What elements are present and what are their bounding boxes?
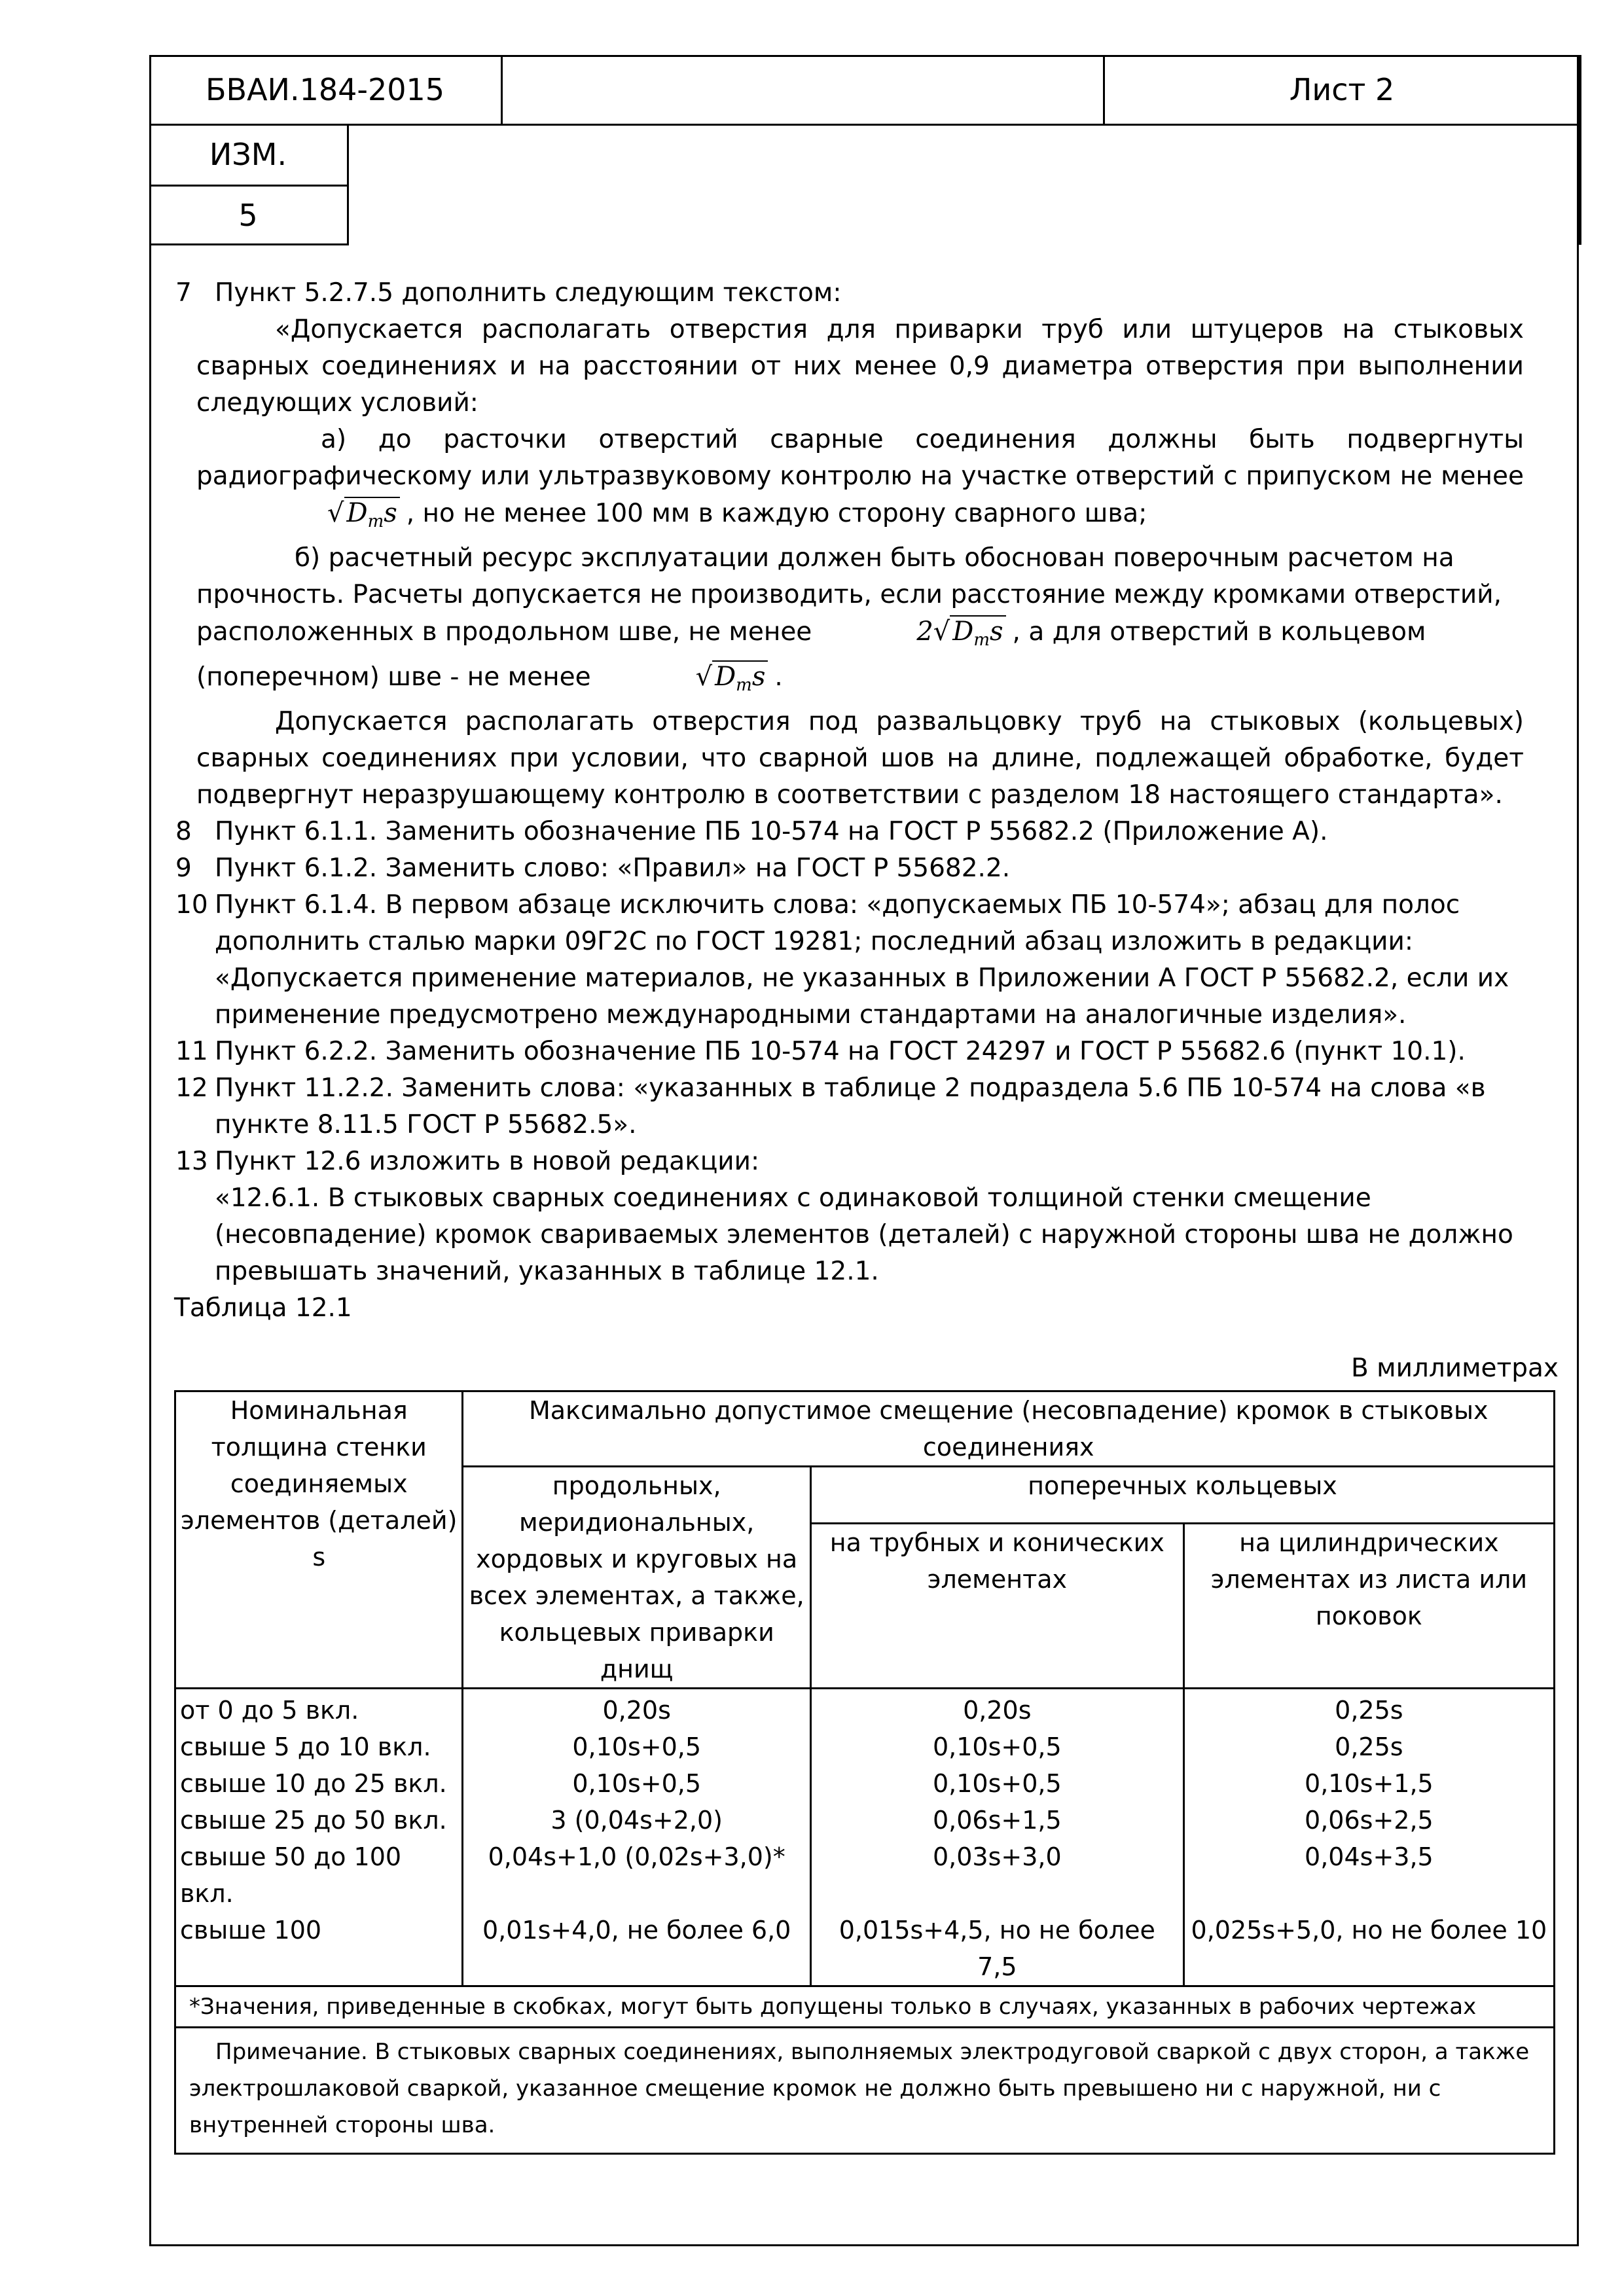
formula-d: D bbox=[346, 498, 368, 528]
paragraph-b-text-mid: , а для отверстий в кольцевом (поперечном) шве - не менее bbox=[196, 617, 1426, 692]
item-8 bbox=[175, 814, 1524, 850]
item-12 bbox=[175, 1070, 1524, 1143]
table-row bbox=[175, 1912, 1555, 1986]
item-number: 13 bbox=[175, 1147, 208, 1176]
paragraph-a-text-end: , но не менее 100 мм в каждую сторону сварного шва; bbox=[406, 499, 1147, 528]
paragraph-b-text-end: . bbox=[774, 662, 783, 692]
item-13-text: Пункт 12.6 изложить в новой редакции: bbox=[215, 1147, 760, 1176]
deviation-table bbox=[174, 1390, 1555, 2155]
cell-longitudinal: 3 (0,04s+2,0) bbox=[463, 1802, 810, 1839]
table-note-row bbox=[175, 2028, 1555, 2154]
item-text: Пункт 6.1.2. Заменить слово: «Правил» на ГОСТ Р 55682.2. bbox=[215, 853, 1011, 883]
sheet-number: Лист 2 bbox=[1289, 71, 1395, 107]
formula-coefficient: 2 bbox=[916, 617, 933, 647]
header-cylindrical-elements: на цилиндрических элементах из листа или поковок bbox=[1183, 1523, 1554, 1688]
cell-pipe: 0,06s+1,5 bbox=[810, 1802, 1183, 1839]
formula-d: D bbox=[715, 662, 736, 692]
item-number: 10 bbox=[175, 890, 208, 920]
item-10-text: Пункт 6.1.4. В первом абзаце исключить слова: «допускаемых ПБ 10-574»; абзац для полос дополнить сталью марки 09Г2С по ГОСТ 19281; последний абзац изложить в редакции: bbox=[215, 890, 1460, 956]
paragraph-b-text: б) расчетный ресурс эксплуатации должен быть обоснован поверочным расчетом на прочность. Расчеты допускается не производить, если расстояние между кромками отверстий, расположенных в продольном шве, не менее bbox=[196, 543, 1502, 647]
table-footnote-row bbox=[175, 1986, 1555, 2028]
frame-edge bbox=[1579, 55, 1581, 245]
document-body bbox=[175, 275, 1524, 1327]
paragraph: «Допускается располагать отверстия для приварки труб или штуцеров на стыковых сварных соединениях и на расстоянии от них менее 0,9 диаметра отверстия при выполнении следующих условий: bbox=[196, 315, 1524, 418]
item-7-content bbox=[175, 312, 1524, 814]
paragraph: Допускается располагать отверстия под развальцовку труб на стыковых (кольцевых) сварных соединениях при условии, что сварной шов на длине, подлежащей обработке, будет подвергнут неразрушающему контролю в соответствии с разделом 18 настоящего стандарта». bbox=[196, 707, 1524, 810]
table-row bbox=[175, 1802, 1555, 1839]
document-code: БВАИ.184-2015 bbox=[149, 55, 503, 124]
item-13-quote: «12.6.1. В стыковых сварных соединениях с одинаковой толщиной стенки смещение (несовпадение) кромок свариваемых элементов (деталей) с наружной стороны шва не должно превышать значений, указанных в таблице 12.1. bbox=[215, 1183, 1513, 1286]
item-number: 9 bbox=[175, 853, 192, 883]
item-13 bbox=[175, 1143, 1524, 1290]
paragraph-a-text: а) до расточки отверстий сварные соединения должны быть подвергнуты радиографическому или ультразвуковому контролю на участке отверстий с припуском не менее bbox=[196, 425, 1524, 491]
cell-pipe: 0,10s+0,5 bbox=[810, 1729, 1183, 1765]
formula-s: s bbox=[384, 498, 397, 528]
cell-cylindrical: 0,04s+3,5 bbox=[1183, 1839, 1554, 1912]
cell-thickness: свыше 100 bbox=[175, 1912, 463, 1986]
cell-pipe: 0,10s+0,5 bbox=[810, 1765, 1183, 1802]
cell-pipe: 0,20s bbox=[810, 1689, 1183, 1729]
revision-number: 5 bbox=[238, 197, 258, 233]
paragraph-b bbox=[196, 540, 1524, 704]
formula-s: s bbox=[990, 617, 1003, 647]
formula-sqrt-dms-2: √ $D_ms$ bbox=[598, 658, 768, 704]
cell-longitudinal: 0,04s+1,0 (0,02s+3,0)* bbox=[463, 1839, 810, 1912]
revision-label: ИЗМ. bbox=[149, 124, 347, 187]
item-text: Пункт 5.2.7.5 дополнить следующим текстом: bbox=[215, 278, 842, 308]
item-number: 11 bbox=[175, 1037, 208, 1066]
header-circumferential: поперечных кольцевых bbox=[810, 1467, 1554, 1524]
formula-2sqrt-dms: 2√ $D_ms$ bbox=[818, 613, 1005, 658]
cell-cylindrical: 0,06s+2,5 bbox=[1183, 1802, 1554, 1839]
cell-thickness: от 0 до 5 вкл. bbox=[175, 1689, 463, 1729]
table-row bbox=[175, 1765, 1555, 1802]
table-footnote: *Значения, приведенные в скобках, могут быть допущены только в случаях, указанных в рабочих чертежах bbox=[175, 1986, 1555, 2028]
formula-m: m bbox=[367, 512, 384, 531]
cell-thickness: свыше 50 до 100 вкл. bbox=[175, 1839, 463, 1912]
paragraph-a bbox=[196, 422, 1524, 540]
item-number: 12 bbox=[175, 1073, 208, 1103]
formula-sqrt-dms: √ $D_ms$ bbox=[203, 495, 400, 540]
cell-cylindrical: 0,25s bbox=[1183, 1689, 1554, 1729]
cell-pipe: 0,03s+3,0 bbox=[810, 1839, 1183, 1912]
table-caption: Таблица 12.1 bbox=[174, 1293, 352, 1323]
item-number: 8 bbox=[175, 817, 192, 846]
item-10-quote: «Допускается применение материалов, не указанных в Приложении А ГОСТ Р 55682.2, если их применение предусмотрено международными стандартами на аналогичные изделия». bbox=[215, 963, 1509, 1030]
table-header-row bbox=[175, 1391, 1555, 1467]
table-row bbox=[175, 1839, 1555, 1912]
cell-longitudinal: 0,20s bbox=[463, 1689, 810, 1729]
item-text: Пункт 11.2.2. Заменить слова: «указанных в таблице 2 подраздела 5.6 ПБ 10-574 на слова «в пункте 8.11.5 ГОСТ Р 55682.5». bbox=[215, 1073, 1486, 1139]
revision-box bbox=[149, 124, 349, 245]
header-max-offset: Максимально допустимое смещение (несовпадение) кромок в стыковых соединениях bbox=[463, 1391, 1555, 1467]
formula-m: m bbox=[736, 675, 752, 695]
title-block-empty-cell bbox=[503, 55, 1105, 124]
cell-cylindrical: 0,025s+5,0, но не более 10 bbox=[1183, 1912, 1554, 1986]
formula-m: m bbox=[973, 630, 990, 650]
item-11 bbox=[175, 1033, 1524, 1070]
header-thickness: Номинальная толщина стенки соединяемых элементов (деталей) s bbox=[175, 1391, 463, 1689]
item-10 bbox=[175, 887, 1524, 1033]
cell-cylindrical: 0,10s+1,5 bbox=[1183, 1765, 1554, 1802]
cell-longitudinal: 0,01s+4,0, не более 6,0 bbox=[463, 1912, 810, 1986]
table-row bbox=[175, 1689, 1555, 1729]
formula-s: s bbox=[751, 662, 766, 692]
cell-thickness: свыше 25 до 50 вкл. bbox=[175, 1802, 463, 1839]
item-number: 7 bbox=[175, 278, 192, 308]
table-note-text: Примечание. В стыковых сварных соединениях, выполняемых электродуговой сваркой с двух сторон, а также электрошлаковой сваркой, указанное смещение кромок не должно быть превышено ни с наружной, ни с внутренней стороны шва. bbox=[189, 2039, 1530, 2138]
item-7 bbox=[175, 275, 1524, 312]
cell-cylindrical: 0,25s bbox=[1183, 1729, 1554, 1765]
item-text: Пункт 6.2.2. Заменить обозначение ПБ 10-574 на ГОСТ 24297 и ГОСТ Р 55682.6 (пункт 10.1). bbox=[215, 1037, 1466, 1066]
header-longitudinal: продольных, меридиональных, хордовых и круговых на всех элементах, а также, кольцевых приварки днищ bbox=[463, 1467, 810, 1689]
table-note bbox=[175, 2028, 1555, 2154]
cell-longitudinal: 0,10s+0,5 bbox=[463, 1729, 810, 1765]
table-row bbox=[175, 1729, 1555, 1765]
formula-d: D bbox=[952, 617, 974, 647]
item-text: Пункт 6.1.1. Заменить обозначение ПБ 10-574 на ГОСТ Р 55682.2 (Приложение А). bbox=[215, 817, 1328, 846]
item-9 bbox=[175, 850, 1524, 887]
cell-thickness: свыше 10 до 25 вкл. bbox=[175, 1765, 463, 1802]
table-units: В миллиметрах bbox=[1351, 1354, 1559, 1383]
cell-pipe: 0,015s+4,5, но не более 7,5 bbox=[810, 1912, 1183, 1986]
item-text bbox=[215, 887, 1524, 1033]
item-text bbox=[215, 1143, 1524, 1290]
header-pipe-elements: на трубных и конических элементах bbox=[810, 1523, 1183, 1688]
cell-longitudinal: 0,10s+0,5 bbox=[463, 1765, 810, 1802]
cell-thickness: свыше 5 до 10 вкл. bbox=[175, 1729, 463, 1765]
title-block bbox=[149, 55, 1579, 126]
